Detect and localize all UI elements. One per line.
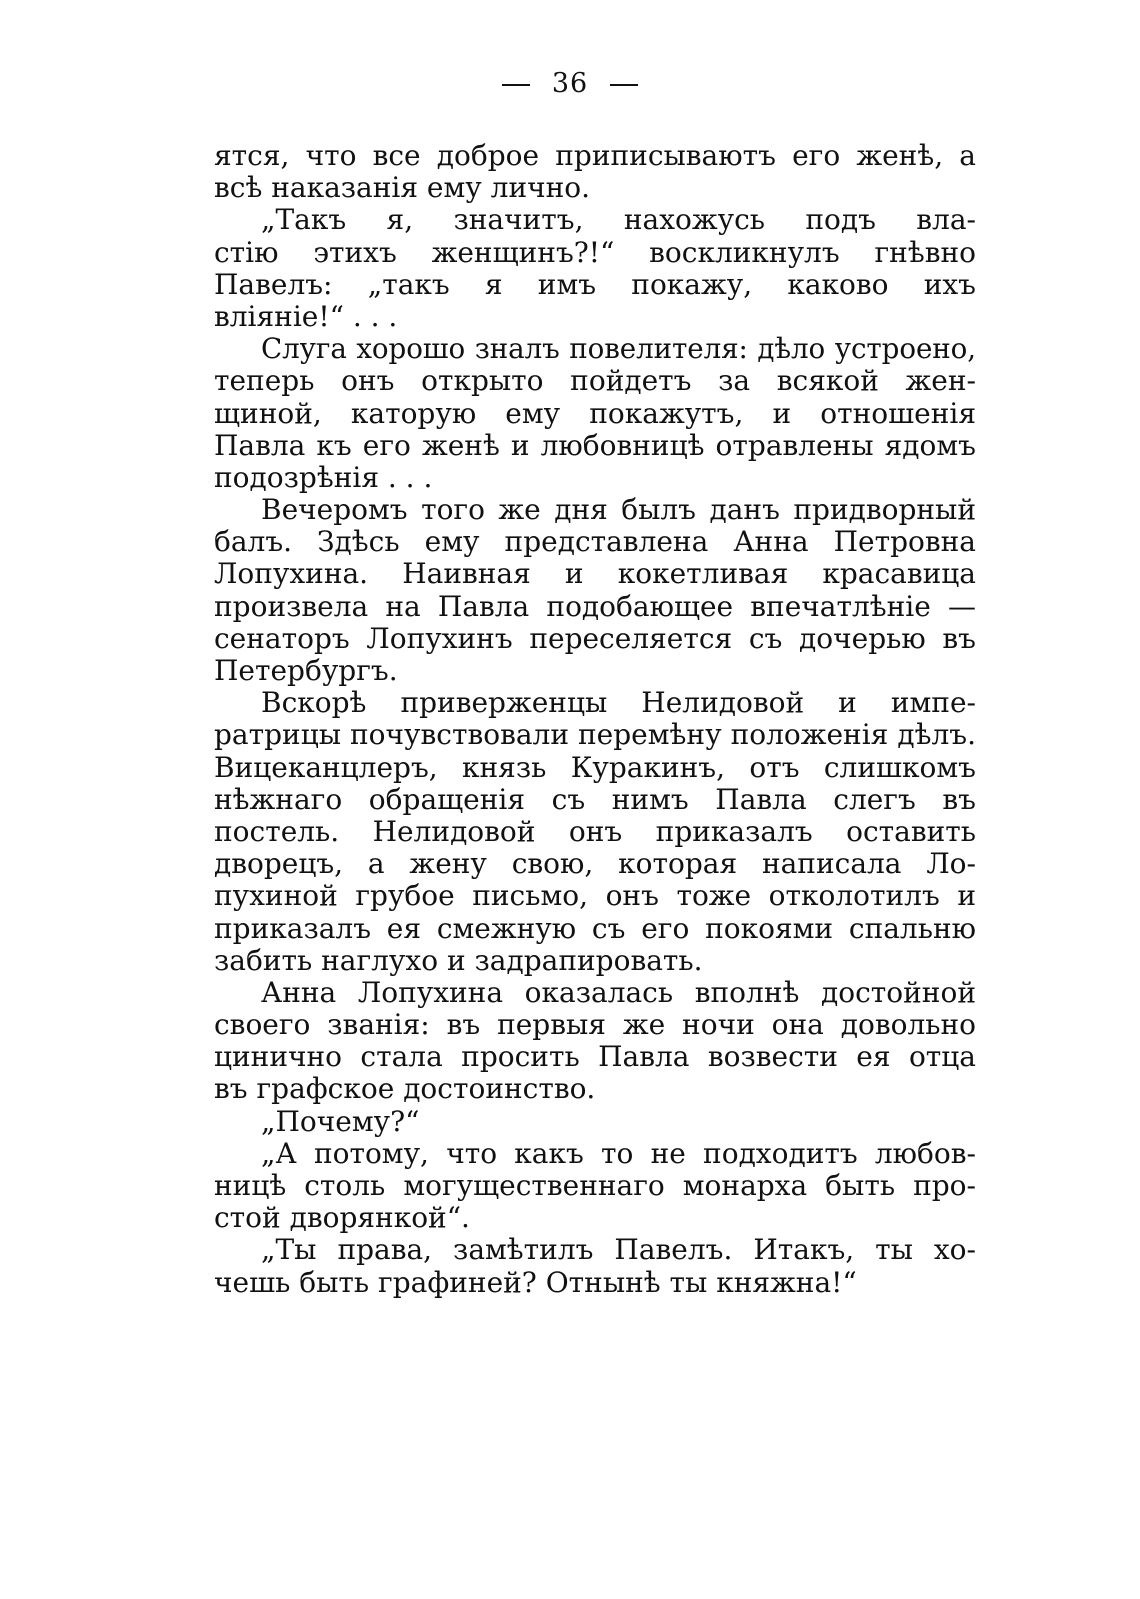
text-line: „Ты права, замѣтилъ Павелъ. Итакъ, ты хо- [261, 1233, 976, 1267]
text-line: Павелъ: „такъ я имъ покажу, каково ихъ [214, 267, 976, 301]
text-line: приказалъ ея смежную съ его покоями спальню [214, 911, 976, 945]
text-line: Слуга хорошо зналъ повелителя: дѣло устроено, [261, 332, 976, 366]
text-line: Вечеромъ того же дня былъ данъ придворный [261, 493, 976, 527]
text-line: въ графское достоинство. [214, 1072, 596, 1106]
text-line: стію этихъ женщинъ?!“ воскликнулъ гнѣвно [214, 235, 976, 269]
text-line: ницѣ столь могущественнаго монарха быть про- [214, 1169, 976, 1202]
text-line: „Почему?“ [261, 1104, 420, 1138]
page-header [0, 68, 1140, 99]
header-dash-left [502, 84, 530, 86]
text-line: Павла къ его женѣ и любовницѣ отравлены ядомъ [214, 428, 976, 462]
text-line: Вскорѣ приверженцы Нелидовой и импе- [261, 686, 976, 720]
text-line: вліяніе!“ . . . [214, 299, 398, 333]
text-line: Анна Лопухина оказалась вполнѣ достойной [261, 975, 976, 1009]
text-line: дворецъ, а жену свою, которая написала Ло- [214, 847, 976, 881]
text-line: постель. Нелидовой онъ приказалъ оставить [214, 814, 976, 848]
text-line: „А потому, что какъ то не подходитъ любов- [261, 1136, 976, 1170]
text-line: своего званія: въ первыя же ночи она довольно [214, 1008, 976, 1042]
text-line: сенаторъ Лопухинъ переселяется съ дочерью въ [214, 621, 976, 655]
text-line: Петербургъ. [214, 654, 398, 687]
text-line: Лопухина. Наивная и кокетливая красавица [214, 557, 976, 591]
text-line: нѣжнаго обращенія съ нимъ Павла слегъ въ [214, 782, 976, 816]
text-line: балъ. Здѣсь ему представлена Анна Петровна [214, 525, 976, 559]
text-line: стой дворянкой“. [214, 1201, 470, 1235]
text-line: ратрицы почувствовали перемѣну положенія дѣлъ. [214, 718, 976, 752]
text-line: чешь быть графиней? Отнынѣ ты княжна!“ [214, 1265, 857, 1299]
text-line: подозрѣнія . . . [214, 460, 433, 494]
text-line: забить наглухо и задрапировать. [214, 943, 703, 977]
header-dash-right [610, 84, 638, 86]
text-line: Вицеканцлеръ, князь Куракинъ, отъ слишкомъ [214, 750, 976, 784]
text-line: цинично стала просить Павла возвести ея отца [214, 1040, 976, 1074]
text-line: пухиной грубое письмо, онъ тоже отколотилъ и [214, 879, 976, 913]
text-line: щиной, каторую ему покажутъ, и отношенія [214, 396, 976, 430]
text-line: теперь онъ открыто пойдетъ за всякой жен- [214, 364, 976, 398]
page-number: 36 [551, 68, 589, 99]
text-line: произвела на Павла подобающее впечатлѣніе — [214, 589, 976, 623]
text-line: всѣ наказанія ему лично. [214, 171, 591, 205]
body-text [214, 140, 976, 1299]
text-line: „Такъ я, значитъ, нахожусь подъ вла- [261, 203, 976, 237]
text-line: ятся, что все доброе приписываютъ его женѣ, а [214, 139, 976, 172]
